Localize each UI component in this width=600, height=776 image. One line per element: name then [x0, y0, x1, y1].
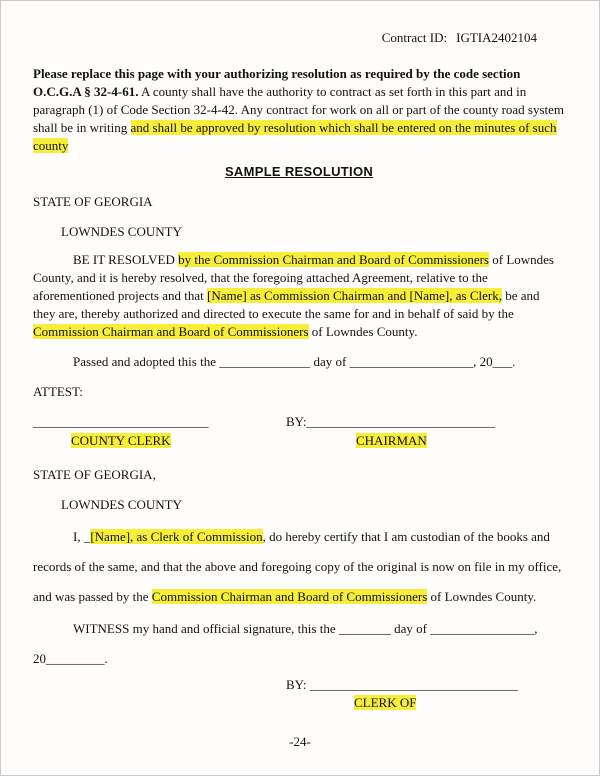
text-run: Please replace this page with your authorizing resolution as required by the code section O.C.G.A § 32-4-61. [33, 66, 521, 99]
text-run: I, _ [73, 529, 91, 544]
intro-paragraph [33, 65, 565, 155]
text-run: of Lowndes County, and it is hereby resolved, that the foregoing attached Agreement, relative to the aforementioned projects and that [33, 252, 554, 303]
county-clerk-signature-line: ___________________________ [33, 414, 209, 429]
text-run-highlighted: [Name], as Clerk of Commission [90, 529, 263, 544]
resolution-body-paragraph [33, 251, 565, 341]
text-run: A county shall have the authority to contract as set forth in this part and in paragraph (1) of Code Section 32-4-42. Any contract for work on all or part of the county road system shall be in writing [33, 84, 565, 135]
chairman-label: CHAIRMAN [356, 433, 427, 448]
clerk-by-signature-line: BY: ________________________________ [286, 677, 518, 692]
text-run: BE IT RESOLVED [73, 252, 179, 267]
contract-id-line [33, 29, 565, 47]
signature-labels-row [33, 432, 565, 450]
text-run: be and they are, thereby authorized and directed to execute the same for and in behalf of said by the [33, 288, 540, 321]
contract-id-label: Contract ID: [381, 30, 448, 45]
text-run-highlighted: Commission Chairman and Board of Commissioners [151, 589, 428, 604]
certification-state-line: STATE OF GEORGIA, [33, 467, 156, 482]
text-run-highlighted: [Name] as Commission Chairman and [Name], as Clerk, [207, 288, 502, 303]
passed-adopted-line: Passed and adopted this the ______________ day of ___________________, 20___. [73, 354, 516, 369]
attest-label: ATTEST: [33, 384, 83, 399]
chairman-signature-line: BY:_____________________________ [286, 414, 495, 429]
page-title: SAMPLE RESOLUTION [224, 164, 374, 179]
clerk-of-label-line [354, 694, 565, 712]
text-run: , do hereby certify that I am custodian of the books and records of the same, and that the above and foregoing copy of the original is now on file in my office, and was passed by the [33, 529, 562, 604]
year-blank-line: 20_________. [33, 651, 108, 666]
clerk-of-label: CLERK OF [354, 695, 417, 710]
text-run-highlighted: and shall be approved by resolution which shall be entered on the minutes of such county [33, 120, 557, 153]
county-clerk-label-cell [33, 432, 286, 450]
text-run-highlighted: by the Commission Chairman and Board of Commissioners [178, 252, 489, 267]
text-run: of Lowndes County. [427, 589, 537, 604]
resolution-county-line: LOWNDES COUNTY [61, 224, 182, 239]
text-run: of Lowndes County. [308, 324, 418, 339]
contract-id-value: IGTIA2402104 [456, 30, 537, 45]
chairman-label-cell [286, 432, 427, 450]
signature-row [33, 413, 565, 431]
page-number: -24- [289, 734, 311, 749]
certification-body-paragraph [33, 522, 565, 612]
witness-line: WITNESS my hand and official signature, this the ________ day of ________________, [73, 621, 538, 636]
county-clerk-label: COUNTY CLERK [71, 433, 171, 448]
certification-county-line: LOWNDES COUNTY [61, 497, 182, 512]
text-run-highlighted: Commission Chairman and Board of Commissioners [33, 324, 309, 339]
resolution-state-line: STATE OF GEORGIA [33, 194, 153, 209]
